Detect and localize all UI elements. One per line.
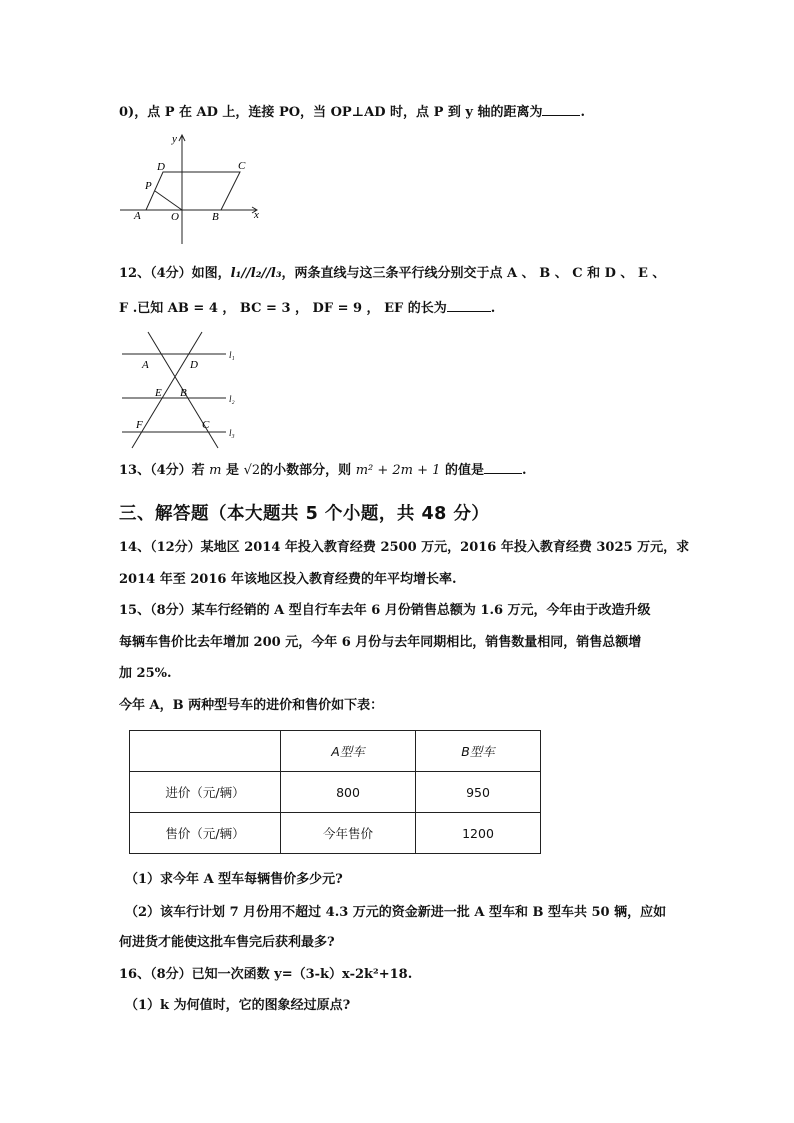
q15-sub2-line2: 何进货才能使这批车售完后获利最多?	[119, 935, 335, 950]
q12-line1: 12、（4分）如图，l₁//l₂//l₃，两条直线与这三条平行线分别交于点 A 、 B 、 C 和 D 、 E 、	[119, 266, 666, 281]
label-l1: l₁	[229, 350, 235, 360]
label-p: P	[145, 180, 152, 192]
label-x: x	[254, 209, 259, 221]
price-table	[129, 730, 541, 854]
label-c: C	[202, 419, 210, 431]
q14-line2: 2014 年至 2016 年该地区投入教育经费的年平均增长率.	[119, 572, 457, 587]
label-o: O	[171, 211, 179, 223]
section-title: 三、解答题（本大题共 5 个小题，共 48 分）	[119, 504, 490, 524]
table-cell: 950	[416, 772, 541, 813]
table-row	[130, 731, 541, 772]
table-cell: 800	[281, 772, 416, 813]
label-y: y	[172, 133, 177, 145]
q11-line: 0)，点 P 在 AD 上，连接 PO，当 OP⊥AD 时，点 P 到 y 轴的距离为 .	[119, 105, 586, 120]
label-a: A	[142, 359, 149, 371]
table-row	[130, 772, 541, 813]
table-header-cell: A型车	[281, 731, 416, 772]
label-c: C	[238, 160, 246, 172]
q16-line1: 16、（8分）已知一次函数 y=（3-k）x-2k²+18.	[119, 967, 413, 982]
table-cell: 1200	[416, 813, 541, 854]
label-b: B	[212, 211, 219, 223]
answer-blank	[447, 311, 491, 312]
label-b: B	[180, 387, 187, 399]
q15-line3: 加 25%.	[119, 666, 172, 681]
label-f: F	[136, 419, 143, 431]
table-cell: 今年售价	[281, 813, 416, 854]
q15-line4: 今年 A，B 两种型号车的进价和售价如下表：	[119, 698, 384, 713]
table-cell: 售价（元/辆）	[130, 813, 281, 854]
answer-blank	[484, 473, 522, 474]
label-e: E	[155, 387, 162, 399]
label-a: A	[134, 210, 141, 222]
label-d: D	[190, 359, 198, 371]
q13-line: 13、（4分）若 m 是 √2的小数部分，则 m² + 2m + 1 的值是 .	[119, 463, 527, 478]
label-l3: l₃	[229, 428, 235, 438]
figure-parallelogram-axes	[118, 130, 268, 248]
q15-line1: 15、（8分）某车行经销的 A 型自行车去年 6 月份销售总额为 1.6 万元，今年由于改造升级	[119, 603, 651, 618]
q15-sub2-line1: （2）该车行计划 7 月份用不超过 4.3 万元的资金新进一批 A 型车和 B 型车共 50 辆，应如	[125, 905, 667, 920]
q15-line2: 每辆车售价比去年增加 200 元，今年 6 月份与去年同期相比，销售数量相同，销售总额增	[119, 635, 642, 650]
table-header-cell: B型车	[416, 731, 541, 772]
parallelogram-abcd	[146, 172, 240, 210]
answer-blank	[542, 115, 580, 116]
figure-parallel-lines	[118, 330, 253, 452]
table-cell	[130, 731, 281, 772]
label-d: D	[157, 161, 165, 173]
table-cell: 进价（元/辆）	[130, 772, 281, 813]
q16-sub1: （1）k 为何值时，它的图象经过原点?	[125, 998, 351, 1013]
label-l2: l₂	[229, 394, 235, 404]
segment-po	[155, 191, 182, 210]
q15-sub1: （1）求今年 A 型车每辆售价多少元?	[125, 872, 343, 887]
table-row	[130, 813, 541, 854]
q14-line1: 14、（12分）某地区 2014 年投入教育经费 2500 万元，2016 年投入教育经费 3025 万元，求	[119, 540, 690, 555]
q12-line2: F .已知 AB = 4 ， BC = 3 ， DF = 9 ， EF 的长为 .	[119, 301, 496, 316]
